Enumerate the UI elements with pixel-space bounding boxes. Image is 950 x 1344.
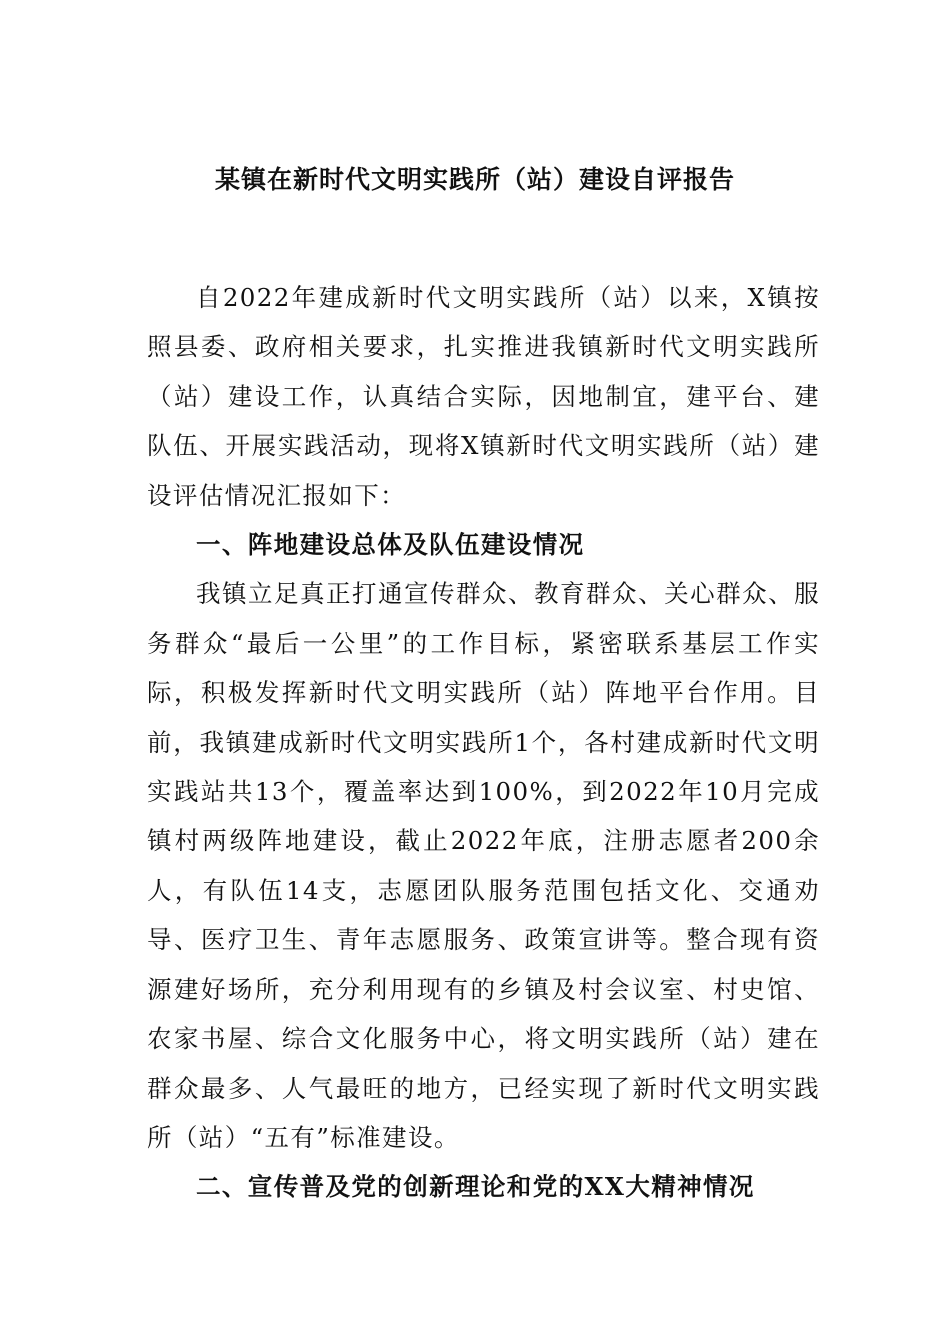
section-1-heading: 一、阵地建设总体及队伍建设情况 xyxy=(196,530,585,560)
section-1-paragraph: 我镇立足真正打通宣传群众、教育群众、关心群众、服务群众“最后一公里”的工作目标，紧密联系基层工作实际，积极发挥新时代文明实践所（站）阵地平台作用。目前，我镇建成新时代文明实践所1个，各村建成新时代文明实践站共13个，覆盖率达到100%，到2022年10月完成镇村两级阵地建设，截止2022年底，注册志愿者200余人，有队伍14支，志愿团队服务范围包括文化、交通劝导、医疗卫生、青年志愿服务、政策宣讲等。整合现有资源建好场所，充分利用现有的乡镇及村会议室、村史馆、农家书屋、综合文化服务中心，将文明实践所（站）建在群众最多、人气最旺的地方，已经实现了新时代文明实践所（站）“五有”标准建设。 xyxy=(147,579,820,1152)
document-body xyxy=(147,273,820,1212)
section-2-heading: 二、宣传普及党的创新理论和党的XX大精神情况 xyxy=(196,1172,755,1202)
document-title: 某镇在新时代文明实践所（站）建设自评报告 xyxy=(214,165,735,194)
intro-paragraph: 自2022年建成新时代文明实践所（站）以来，X镇按照县委、政府相关要求，扎实推进我镇新时代文明实践所（站）建设工作，认真结合实际，因地制宜，建平台、建队伍、开展实践活动，现将X镇新时代文明实践所（站）建设评估情况汇报如下： xyxy=(147,283,820,510)
